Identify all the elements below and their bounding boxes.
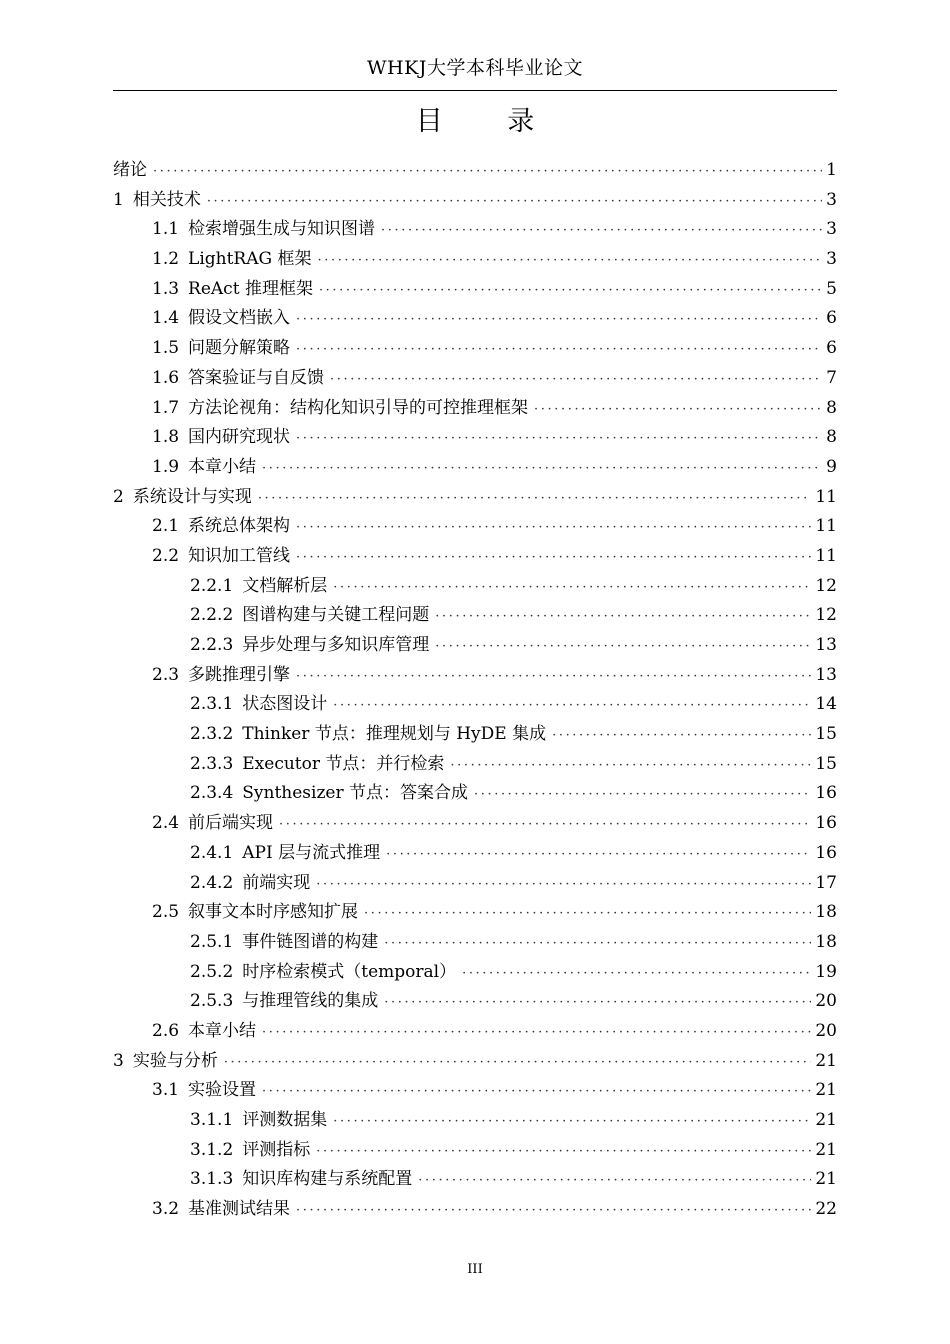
toc-entry-number: 2.3.3 [190, 753, 234, 774]
header-rule [113, 90, 837, 91]
toc-entry[interactable] [113, 928, 837, 958]
toc-entry[interactable] [113, 987, 837, 1017]
toc-dot-leader [435, 602, 811, 632]
toc-entry[interactable] [113, 898, 837, 928]
toc-entry-page: 20 [815, 991, 837, 1012]
toc-entry-number: 1.2 [152, 249, 180, 270]
toc-entry[interactable] [113, 601, 837, 631]
toc-entry[interactable] [113, 572, 837, 602]
toc-entry-number: 1.6 [152, 367, 180, 388]
table-of-contents [113, 156, 837, 1225]
toc-entry-number: 3.1.2 [190, 1139, 234, 1160]
toc-entry-page: 15 [815, 753, 837, 774]
toc-dot-leader [435, 632, 811, 662]
toc-dot-leader [318, 246, 823, 276]
toc-dot-leader [296, 513, 811, 543]
toc-entry-page: 18 [815, 902, 837, 923]
toc-entry[interactable] [113, 334, 837, 364]
toc-entry-number: 2.3.1 [190, 694, 234, 715]
toc-dot-leader [386, 840, 811, 870]
toc-dot-leader [384, 988, 811, 1018]
toc-dot-leader [330, 365, 822, 395]
toc-entry-number: 2.2.1 [190, 575, 234, 596]
toc-entry-title: 异步处理与多知识库管理 [242, 635, 430, 655]
toc-entry-number: 2.5 [152, 902, 180, 923]
toc-entry-number: 2.3.2 [190, 724, 234, 745]
toc-entry-page: 12 [815, 605, 837, 626]
toc-entry[interactable] [113, 720, 837, 750]
toc-entry-page: 13 [815, 635, 837, 655]
toc-entry-number: 2 [113, 486, 124, 507]
toc-entry-title: 事件链图谱的构建 [242, 931, 379, 952]
toc-entry[interactable] [113, 1136, 837, 1166]
toc-entry[interactable] [113, 304, 837, 334]
toc-entry[interactable] [113, 661, 837, 691]
toc-dot-leader [552, 721, 811, 751]
toc-entry-title: 相关技术 [132, 189, 201, 210]
running-header: WHKJ大学本科毕业论文 [367, 57, 583, 79]
toc-entry-page: 16 [815, 842, 837, 863]
toc-entry-title: 前后端实现 [188, 813, 274, 834]
toc-entry-title: 国内研究现状 [188, 427, 291, 448]
toc-entry[interactable] [113, 958, 837, 988]
toc-entry-title: 基准测试结果 [188, 1199, 291, 1220]
toc-entry-title: Executor 节点：并行检索 [242, 753, 445, 774]
toc-entry[interactable] [113, 186, 837, 216]
toc-entry-title: API 层与流式推理 [242, 842, 381, 863]
toc-entry-title: Synthesizer 节点：答案合成 [242, 783, 469, 804]
toc-entry-number: 1.1 [152, 219, 180, 240]
toc-entry[interactable] [113, 275, 837, 305]
toc-entry-number: 2.1 [152, 516, 180, 537]
toc-entry-page: 13 [815, 664, 837, 685]
toc-entry-title: 假设文档嵌入 [188, 308, 291, 329]
toc-entry-page: 11 [815, 486, 837, 507]
toc-dot-leader [333, 1107, 811, 1137]
toc-dot-leader [258, 484, 812, 514]
toc-dot-leader [333, 691, 811, 721]
toc-entry-page: 8 [826, 427, 837, 448]
toc-entry[interactable] [113, 1195, 837, 1225]
toc-entry-number: 1 [113, 189, 124, 210]
toc-dot-leader [534, 395, 822, 425]
toc-entry[interactable] [113, 779, 837, 809]
toc-entry-page: 21 [815, 1110, 837, 1130]
toc-entry-title: 文档解析层 [242, 575, 328, 596]
toc-entry[interactable] [113, 809, 837, 839]
toc-entry-number: 2.6 [152, 1020, 180, 1041]
toc-dot-leader [418, 1166, 811, 1196]
toc-dot-leader [296, 543, 811, 573]
toc-entry-page: 12 [815, 575, 837, 596]
toc-entry-title: 评测指标 [242, 1139, 311, 1160]
toc-entry-title: 图谱构建与关键工程问题 [242, 605, 430, 626]
toc-entry[interactable] [113, 1076, 837, 1106]
toc-entry-number: 2.3 [152, 664, 180, 685]
toc-entry-page: 16 [815, 783, 837, 804]
toc-entry[interactable] [113, 542, 837, 572]
toc-dot-leader [364, 899, 811, 929]
toc-entry-title: 时序检索模式（temporal） [242, 961, 457, 982]
toc-entry[interactable] [113, 631, 837, 661]
toc-dot-leader [319, 276, 822, 306]
toc-entry-page: 16 [815, 813, 837, 834]
toc-entry-number: 2.5.1 [190, 931, 234, 952]
toc-entry[interactable] [113, 394, 837, 424]
toc-entry-title: 问题分解策略 [188, 338, 291, 359]
toc-dot-leader [316, 870, 811, 900]
toc-entry[interactable] [113, 245, 837, 275]
toc-entry[interactable] [113, 750, 837, 780]
toc-entry-number: 2.4.1 [190, 842, 234, 863]
toc-entry-page: 15 [815, 724, 837, 745]
toc-entry[interactable] [113, 453, 837, 483]
toc-entry-title: Thinker 节点：推理规划与 HyDE 集成 [242, 724, 547, 745]
toc-dot-leader [262, 454, 822, 484]
toc-entry-title: 知识加工管线 [188, 545, 291, 566]
toc-entry-page: 19 [815, 961, 837, 982]
toc-entry-page: 11 [815, 516, 837, 537]
toc-entry-page: 17 [815, 872, 837, 893]
toc-entry-number: 3.1.3 [190, 1169, 234, 1190]
toc-title: 目 录 [415, 106, 563, 137]
toc-entry-title: 系统设计与实现 [132, 486, 252, 507]
toc-dot-leader [262, 1018, 811, 1048]
toc-entry-number: 2.2.3 [190, 635, 234, 655]
toc-entry-page: 8 [826, 397, 837, 418]
toc-entry[interactable] [113, 512, 837, 542]
toc-entry-page: 9 [826, 456, 837, 477]
toc-dot-leader [207, 187, 822, 217]
toc-entry-number: 2.5.2 [190, 961, 234, 982]
toc-entry[interactable] [113, 215, 837, 245]
toc-entry[interactable] [113, 1047, 837, 1077]
toc-entry-page: 6 [826, 308, 837, 329]
toc-entry-title: ReAct 推理框架 [188, 278, 313, 299]
toc-dot-leader [333, 573, 811, 603]
toc-dot-leader [296, 305, 822, 335]
toc-entry-page: 3 [826, 249, 837, 270]
toc-entry-number: 2.3.4 [190, 783, 234, 804]
toc-entry-number: 2.5.3 [190, 991, 234, 1012]
toc-entry-page: 3 [826, 219, 837, 240]
toc-entry-number: 3.1.1 [190, 1110, 234, 1130]
toc-entry[interactable] [113, 423, 837, 453]
toc-entry-title: 绪论 [113, 160, 147, 180]
toc-dot-leader [296, 335, 822, 365]
toc-entry-number: 3 [113, 1050, 124, 1071]
toc-entry-number: 2.4 [152, 813, 180, 834]
toc-dot-leader [474, 780, 811, 810]
page-number: III [467, 1262, 483, 1277]
toc-entry-title: 系统总体架构 [188, 516, 291, 537]
toc-entry-title: 多跳推理引擎 [188, 664, 291, 685]
toc-entry-number: 2.4.2 [190, 872, 234, 893]
toc-entry[interactable] [113, 1106, 837, 1136]
toc-dot-leader [279, 810, 811, 840]
toc-entry-title: 实验设置 [188, 1080, 257, 1101]
toc-entry-number: 2.2 [152, 545, 180, 566]
toc-entry-page: 21 [815, 1080, 837, 1101]
toc-dot-leader [450, 751, 811, 781]
toc-entry-number: 2.2.2 [190, 605, 234, 626]
toc-entry-page: 21 [815, 1139, 837, 1160]
toc-entry-number: 1.5 [152, 338, 180, 359]
toc-entry-number: 1.4 [152, 308, 180, 329]
toc-dot-leader [153, 157, 822, 187]
toc-dot-leader [262, 1077, 811, 1107]
toc-entry-title: 检索增强生成与知识图谱 [188, 219, 376, 240]
toc-entry-title: 状态图设计 [242, 694, 328, 715]
toc-entry-page: 20 [815, 1020, 837, 1041]
toc-entry-page: 21 [815, 1050, 837, 1071]
toc-entry-page: 14 [815, 694, 837, 715]
toc-entry-page: 5 [826, 278, 837, 299]
toc-entry[interactable] [113, 690, 837, 720]
toc-entry[interactable] [113, 1017, 837, 1047]
toc-entry-title: 本章小结 [188, 456, 257, 477]
toc-entry-title: 答案验证与自反馈 [188, 367, 325, 388]
toc-dot-leader [462, 959, 811, 989]
toc-entry-title: 与推理管线的集成 [242, 991, 379, 1012]
toc-entry[interactable] [113, 839, 837, 869]
toc-entry-page: 11 [815, 545, 837, 566]
toc-dot-leader [296, 1196, 811, 1226]
toc-entry-number: 1.3 [152, 278, 180, 299]
toc-entry-number: 1.7 [152, 397, 180, 418]
toc-entry-page: 6 [826, 338, 837, 359]
toc-entry-number: 1.8 [152, 427, 180, 448]
toc-entry[interactable] [113, 483, 837, 513]
toc-entry-title: 知识库构建与系统配置 [242, 1169, 413, 1190]
toc-entry-title: 叙事文本时序感知扩展 [188, 902, 359, 923]
toc-entry[interactable] [113, 156, 837, 186]
toc-entry-title: LightRAG 框架 [188, 249, 312, 270]
toc-entry-page: 3 [826, 189, 837, 210]
toc-entry[interactable] [113, 364, 837, 394]
toc-dot-leader [384, 929, 811, 959]
toc-dot-leader [296, 662, 811, 692]
toc-entry-page: 18 [815, 931, 837, 952]
toc-dot-leader [316, 1137, 811, 1167]
toc-dot-leader [381, 216, 822, 246]
toc-entry[interactable] [113, 1165, 837, 1195]
toc-entry-page: 1 [826, 160, 837, 180]
toc-dot-leader [296, 424, 822, 454]
toc-entry-title: 评测数据集 [242, 1110, 328, 1130]
toc-entry-title: 前端实现 [242, 872, 311, 893]
toc-entry-title: 实验与分析 [132, 1050, 218, 1071]
toc-entry-number: 3.1 [152, 1080, 180, 1101]
toc-entry-page: 22 [815, 1199, 837, 1220]
toc-entry-page: 7 [826, 367, 837, 388]
toc-entry-number: 3.2 [152, 1199, 180, 1220]
toc-entry-page: 21 [815, 1169, 837, 1190]
toc-entry-title: 方法论视角：结构化知识引导的可控推理框架 [188, 397, 529, 418]
toc-entry-title: 本章小结 [188, 1020, 257, 1041]
toc-entry[interactable] [113, 869, 837, 899]
toc-dot-leader [224, 1048, 812, 1078]
toc-entry-number: 1.9 [152, 456, 180, 477]
